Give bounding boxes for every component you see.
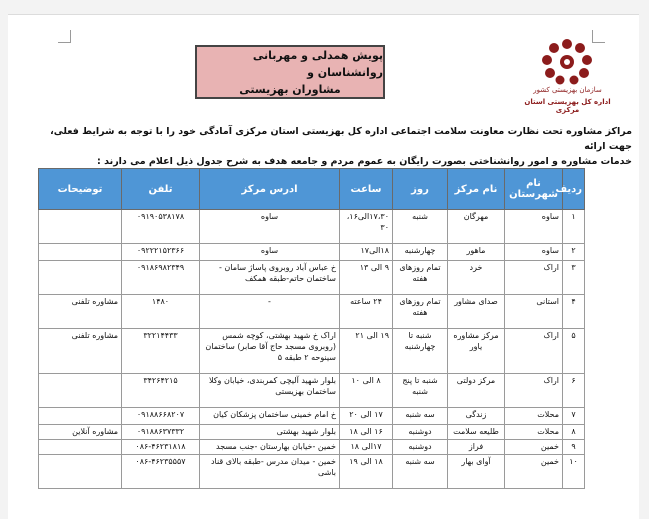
- cell-row-number: ۴: [563, 295, 585, 329]
- cell-notes: [39, 374, 122, 408]
- intro-line-2: خدمات مشاوره و امور روانشناختی بصورت رایگان به عموم مردم و جامعه هدف به شرح جدول ذیل اعلام می دارند :: [97, 156, 632, 167]
- cell-day: دوشنبه: [393, 440, 448, 455]
- cell-hours: ۱۷،۳۰الی۱۶، ۳۰: [340, 210, 393, 244]
- cell-phone: ۳۴۲۶۴۲۱۵: [122, 374, 200, 408]
- cell-address: خمین -خیابان بهارستان -جنب مسجد: [200, 440, 340, 455]
- cell-address: بلوار شهید آلیچی کمربندی، خیابان وکلا ساختمان بهزیستی: [200, 374, 340, 408]
- cell-city: اراک: [505, 374, 563, 408]
- cell-row-number: ۷: [563, 408, 585, 425]
- cell-phone: ۰۹۱۹۰۵۳۸۱۷۸: [122, 210, 200, 244]
- cell-day: تمام روزهای هفته: [393, 295, 448, 329]
- cell-row-number: ۲: [563, 244, 585, 261]
- header-center: نام مرکز: [448, 169, 505, 210]
- cell-address: ساوه: [200, 244, 340, 261]
- cell-address: -: [200, 295, 340, 329]
- cell-hours: ۱۸ الی ۱۹: [340, 455, 393, 489]
- cell-phone: ۰۹۱۸۸۶۶۸۲۰۷: [122, 408, 200, 425]
- cell-notes: مشاوره تلفنی: [39, 329, 122, 374]
- table-row: [39, 295, 585, 329]
- cell-phone: ۰۸۶-۴۶۲۳۱۸۱۸: [122, 440, 200, 455]
- intro-line-1: مراکز مشاوره تحت نظارت معاونت سلامت اجتماعی اداره کل بهزیستی استان مرکزی آمادگی خود را با توجه به شرایط فعلی، جهت ارائه: [50, 126, 632, 152]
- cell-hours: ۱۶ الی ۱۸: [340, 425, 393, 440]
- cell-center: صدای مشاور: [448, 295, 505, 329]
- cell-address: خمین - میدان مدرس -طبقه بالای قناد باشی: [200, 455, 340, 489]
- table-row: [39, 329, 585, 374]
- cell-day: چهارشنبه: [393, 244, 448, 261]
- page-margin-corner: [58, 30, 71, 43]
- table-row: [39, 244, 585, 261]
- header-city: نام شهرستان: [505, 169, 563, 210]
- cell-center: مرکز مشاوره یاور: [448, 329, 505, 374]
- cell-hours: ۸ الی ۱۰: [340, 374, 393, 408]
- table-row: [39, 374, 585, 408]
- logo-caption-1: سازمان بهزیستی کشور: [533, 86, 602, 94]
- window-right-margin: [639, 14, 649, 519]
- intro-paragraph: [40, 124, 632, 169]
- cell-hours: ۹ الی ۱۳: [340, 261, 393, 295]
- header-day: روز: [393, 169, 448, 210]
- cell-day: شنبه تا چهارشنبه: [393, 329, 448, 374]
- cell-phone: ۱۴۸۰: [122, 295, 200, 329]
- cell-address: خ امام خمینی ساختمان پزشکان کیان: [200, 408, 340, 425]
- cell-city: محلات: [505, 425, 563, 440]
- cell-day: دوشنبه: [393, 425, 448, 440]
- cell-city: ساوه: [505, 210, 563, 244]
- cell-center: طلیعه سلامت: [448, 425, 505, 440]
- cell-phone: ۰۹۱۸۸۶۳۷۳۳۲: [122, 425, 200, 440]
- cell-center: ماهور: [448, 244, 505, 261]
- cell-notes: [39, 261, 122, 295]
- cell-center: زندگی: [448, 408, 505, 425]
- cell-city: خمین: [505, 440, 563, 455]
- cell-center: آوای بهار: [448, 455, 505, 489]
- cell-day: سه شنبه: [393, 455, 448, 489]
- window-top-bar: [0, 0, 649, 15]
- cell-city: اراک: [505, 329, 563, 374]
- table-row: [39, 408, 585, 425]
- cell-row-number: ۳: [563, 261, 585, 295]
- header-address: ادرس مرکز: [200, 169, 340, 210]
- cell-address: خ عباس آباد روبروی پاساژ سامان - ساختمان حاتم-طبقه همکف: [200, 261, 340, 295]
- header-phone: تلفن: [122, 169, 200, 210]
- cell-address: اراک خ شهید بهشتی، کوچه شمس (روبروی مسجد حاج آقا صابر) ساختمان سینوحه ۲ طبقه ۵: [200, 329, 340, 374]
- cell-row-number: ۸: [563, 425, 585, 440]
- cell-hours: ۲۴ ساعته: [340, 295, 393, 329]
- header-row-number: ردیف: [563, 169, 585, 210]
- cell-hours: ۱۹ الی ۲۱: [340, 329, 393, 374]
- cell-phone: ۳۲۲۱۴۴۳۳: [122, 329, 200, 374]
- cell-row-number: ۹: [563, 440, 585, 455]
- table-row: [39, 425, 585, 440]
- cell-row-number: ۱۰: [563, 455, 585, 489]
- cell-notes: [39, 440, 122, 455]
- table-row: [39, 455, 585, 489]
- cell-phone: ۰۹۲۲۲۱۵۲۳۶۶: [122, 244, 200, 261]
- cell-center: مرکز دولتی: [448, 374, 505, 408]
- cell-row-number: ۶: [563, 374, 585, 408]
- cell-hours: ۱۸الی۱۷: [340, 244, 393, 261]
- cell-city: استانی: [505, 295, 563, 329]
- logo-caption-2: اداره کل بهزیستی استان مرکزی: [524, 98, 611, 114]
- cell-center: خرد: [448, 261, 505, 295]
- table-row: [39, 261, 585, 295]
- cell-day: تمام روزهای هفته: [393, 261, 448, 295]
- window-left-margin: [0, 14, 8, 519]
- cell-phone: ۰۹۱۸۶۹۸۲۳۴۹: [122, 261, 200, 295]
- cell-center: فراز: [448, 440, 505, 455]
- title-box: [195, 45, 385, 99]
- cell-notes: [39, 244, 122, 261]
- table-row: [39, 440, 585, 455]
- cell-address: ساوه: [200, 210, 340, 244]
- table-row: [39, 210, 585, 244]
- cell-city: اراک: [505, 261, 563, 295]
- cell-city: خمین: [505, 455, 563, 489]
- cell-notes: مشاوره آنلاین: [39, 425, 122, 440]
- cell-notes: [39, 455, 122, 489]
- cell-row-number: ۵: [563, 329, 585, 374]
- table-header-row: [39, 169, 585, 210]
- cell-address: بلوار شهید بهشتی: [200, 425, 340, 440]
- cell-notes: [39, 408, 122, 425]
- title-line-1: پویش همدلی و مهربانی روانشناسان و: [252, 48, 383, 79]
- cell-day: شنبه: [393, 210, 448, 244]
- title-line-2: مشاوران بهزیستی: [239, 82, 341, 96]
- cell-hours: ۱۷ الی ۲۰: [340, 408, 393, 425]
- cell-row-number: ۱: [563, 210, 585, 244]
- cell-day: شنبه تا پنج شنبه: [393, 374, 448, 408]
- cell-phone: ۰۸۶-۴۶۲۳۵۵۵۷: [122, 455, 200, 489]
- header-notes: توضیحات: [39, 169, 122, 210]
- cell-notes: مشاوره تلفنی: [39, 295, 122, 329]
- cell-center: مهرگان: [448, 210, 505, 244]
- cell-city: ساوه: [505, 244, 563, 261]
- cell-city: محلات: [505, 408, 563, 425]
- cell-notes: [39, 210, 122, 244]
- header-hours: ساعت: [340, 169, 393, 210]
- cell-hours: ۱۷الی ۱۸: [340, 440, 393, 455]
- counseling-centers-table: [38, 168, 585, 489]
- cell-day: سه شنبه: [393, 408, 448, 425]
